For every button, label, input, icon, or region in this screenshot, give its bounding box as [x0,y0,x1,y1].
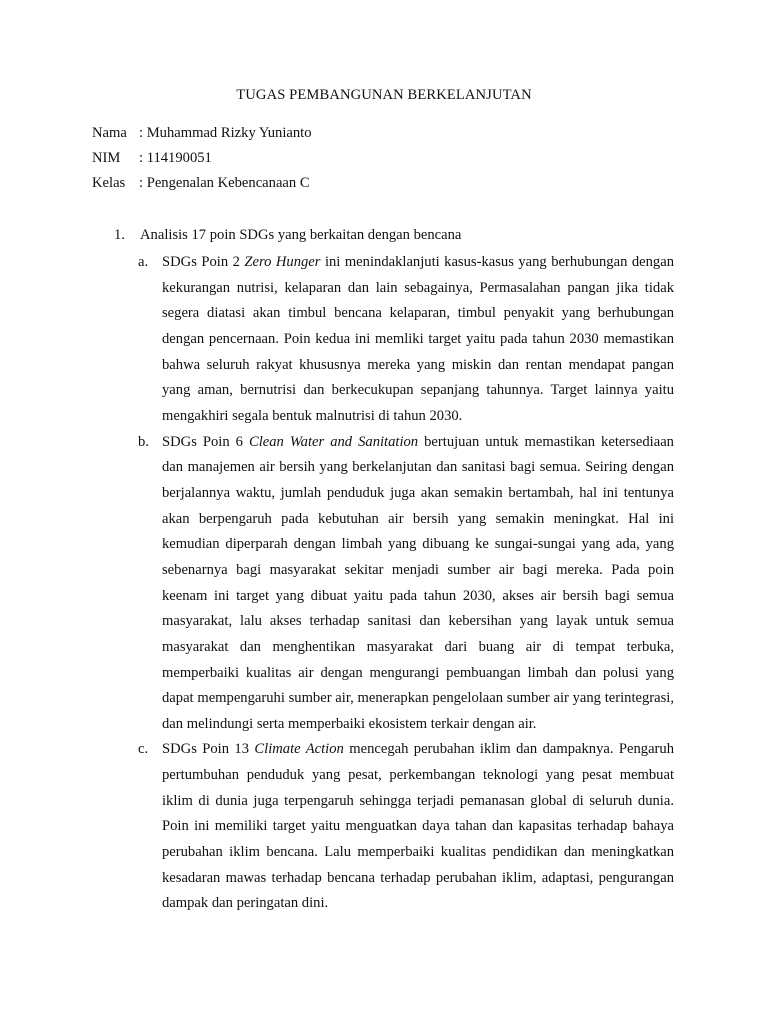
info-row-class [92,174,312,199]
info-value: : Muhammad Rizky Yunianto [139,125,312,141]
section-number: 1. [114,227,125,243]
info-key: NIM [92,150,121,166]
subitem-paragraph [162,250,674,430]
subitem-prefix: SDGs Poin 13 [162,741,250,758]
subitem-italic-term: Zero Hunger [244,254,321,270]
info-value: : Pengenalan Kebencanaan C [139,175,310,191]
info-key: Nama [92,125,127,141]
info-row-nim [92,149,312,174]
subitem-list [114,250,674,917]
info-row-name [92,124,312,149]
subitem-prefix: SDGs Poin 6 [162,433,243,450]
subitem-letter: b. [138,433,149,450]
info-value: : 114190051 [139,150,212,166]
subitem-text: bertujuan untuk memastikan ketersediaan dan manajemen air bersih yang berkelanjutan dan sanitasi bagi semua. Seiring dengan berjalannya waktu, jumlah penduduk juga akan semakin bertambah, hal ini tentunya akan berpengaruh pada kebutuhan air bersih yang semakin meningkat. Hal ini kemudian diperparah dengan limbah yang dibuang ke sungai-sungai yang ada, yang sebenarnya bagi masyarakat sekitar menjadi sumber air bagi mereka. Pada poin keenam ini target yang dibuat yaitu pada tahun 2030, akses air bersih bagi semua masyarakat, lalu akses terhadap sanitasi dan kebersihan yang layak untuk semua masyarakat dan menghentikan masyarakat dari buang air di tempat terbuka, memperbaiki kualitas air dengan mengurangi pembuangan limbah dan polusi yang dapat mempengaruhi sumber air, menerapkan pengelolaan sumber air yang terintegrasi, dan melindungi serta memperbaiki ekosistem terkair dengan air. [162,433,674,732]
subitem-b [138,430,674,738]
subitem-letter: c. [138,741,149,758]
subitem-text: ini menindaklanjuti kasus-kasus yang berhubungan dengan kekurangan nutrisi, kelaparan dan lain sebagainya, Permasalahan pangan jika tidak segera diatasi akan timbul bencana kelaparan, timbul penyakit yang berhubungan dengan pencernaan. Poin kedua ini memliki target yaitu pada tahun 2030 memastikan bahwa seluruh rakyat khususnya mereka yang miskin dan rentan mendapat pangan yang aman, bernutrisi dan berkecukupan sepanjang tahunnya. Target lainnya yaitu mengakhiri segala bentuk malnutrisi di tahun 2030. [162,254,674,424]
subitem-c [138,737,674,917]
section-1 [114,226,674,917]
subitem-letter: a. [138,254,149,270]
section-heading: Analisis 17 poin SDGs yang berkaitan dengan bencana [140,227,462,243]
subitem-italic-term: Climate Action [254,741,344,758]
subitem-paragraph [162,430,674,738]
subitem-paragraph [162,737,674,917]
document-title: TUGAS PEMBANGUNAN BERKELANJUTAN [236,87,532,103]
subitem-prefix: SDGs Poin 2 [162,254,240,270]
info-key: Kelas [92,175,126,191]
student-info [92,124,312,199]
subitem-a [138,250,674,430]
section-heading-row [114,226,674,244]
subitem-italic-term: Clean Water and Sanitation [248,433,419,450]
subitem-text: mencegah perubahan iklim dan dampaknya. Pengaruh pertumbuhan penduduk yang pesat, perkembangan teknologi yang pesat membuat iklim di dunia juga terpengaruh sehingga terjadi pemanasan global di seluruh dunia. Poin ini memiliki target yaitu menguatkan daya tahan dan kapasitas terhadap bahaya perubahan iklim bencana. Lalu memperbaiki kualitas pendidikan dan meningkatkan kesadaran mawas terhadap bencana terhadap perubahan iklim, adaptasi, pengurangan dampak dan peringatan dini. [162,741,675,912]
